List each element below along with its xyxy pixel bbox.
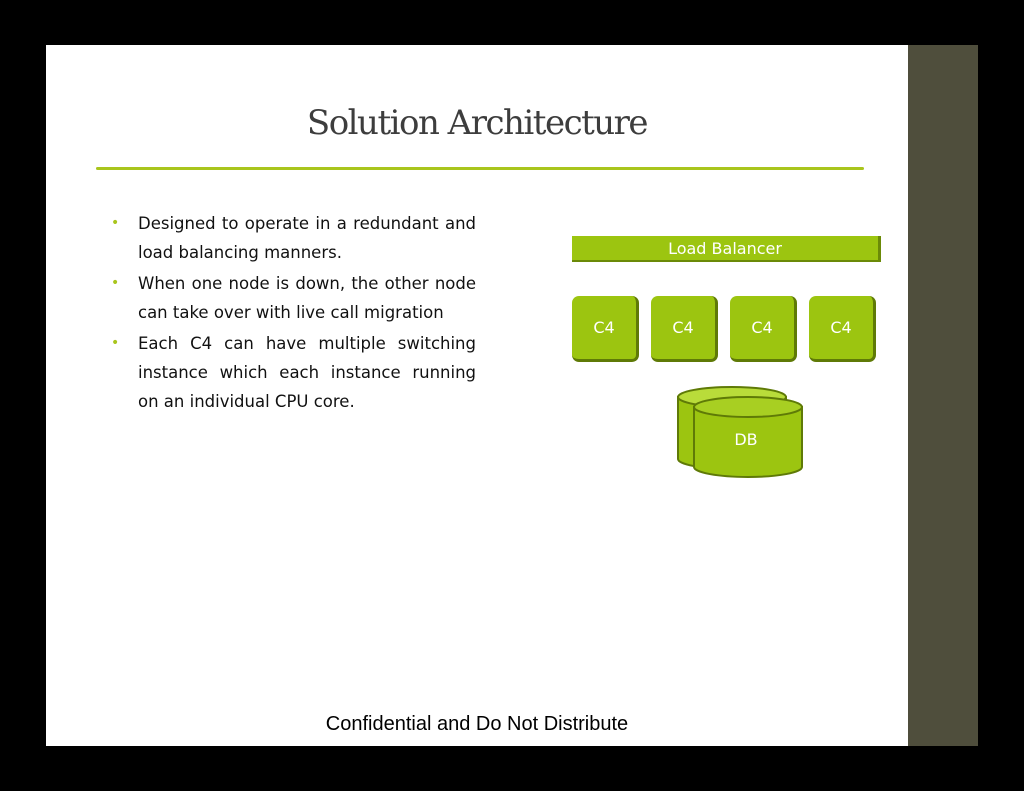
bullet-item bbox=[106, 269, 476, 327]
title-underline bbox=[96, 167, 864, 170]
c4-node: C4 bbox=[572, 296, 639, 362]
bullet-text: Each C4 can have multiple switching instance which each instance running on an individual CPU core. bbox=[138, 334, 476, 411]
bullet-icon: • bbox=[111, 275, 120, 291]
database-label: DB bbox=[734, 430, 758, 449]
c4-node: C4 bbox=[809, 296, 876, 362]
bullet-item bbox=[106, 209, 476, 267]
c4-node: C4 bbox=[730, 296, 797, 362]
slide bbox=[46, 45, 908, 746]
bullet-list bbox=[106, 209, 476, 416]
bullet-text: Designed to operate in a redundant and load balancing manners. bbox=[138, 214, 476, 262]
footer-text: Confidential and Do Not Distribute bbox=[325, 713, 629, 735]
load-balancer-box: Load Balancer bbox=[572, 236, 881, 262]
slide-title: Solution Architecture bbox=[306, 103, 648, 143]
sidebar-decoration bbox=[908, 45, 978, 746]
bullet-item bbox=[106, 329, 476, 416]
bullet-text: When one node is down, the other node can take over with live call migration bbox=[138, 274, 476, 322]
c4-node: C4 bbox=[651, 296, 718, 362]
bullet-icon: • bbox=[111, 335, 120, 351]
bullet-icon: • bbox=[111, 215, 120, 231]
